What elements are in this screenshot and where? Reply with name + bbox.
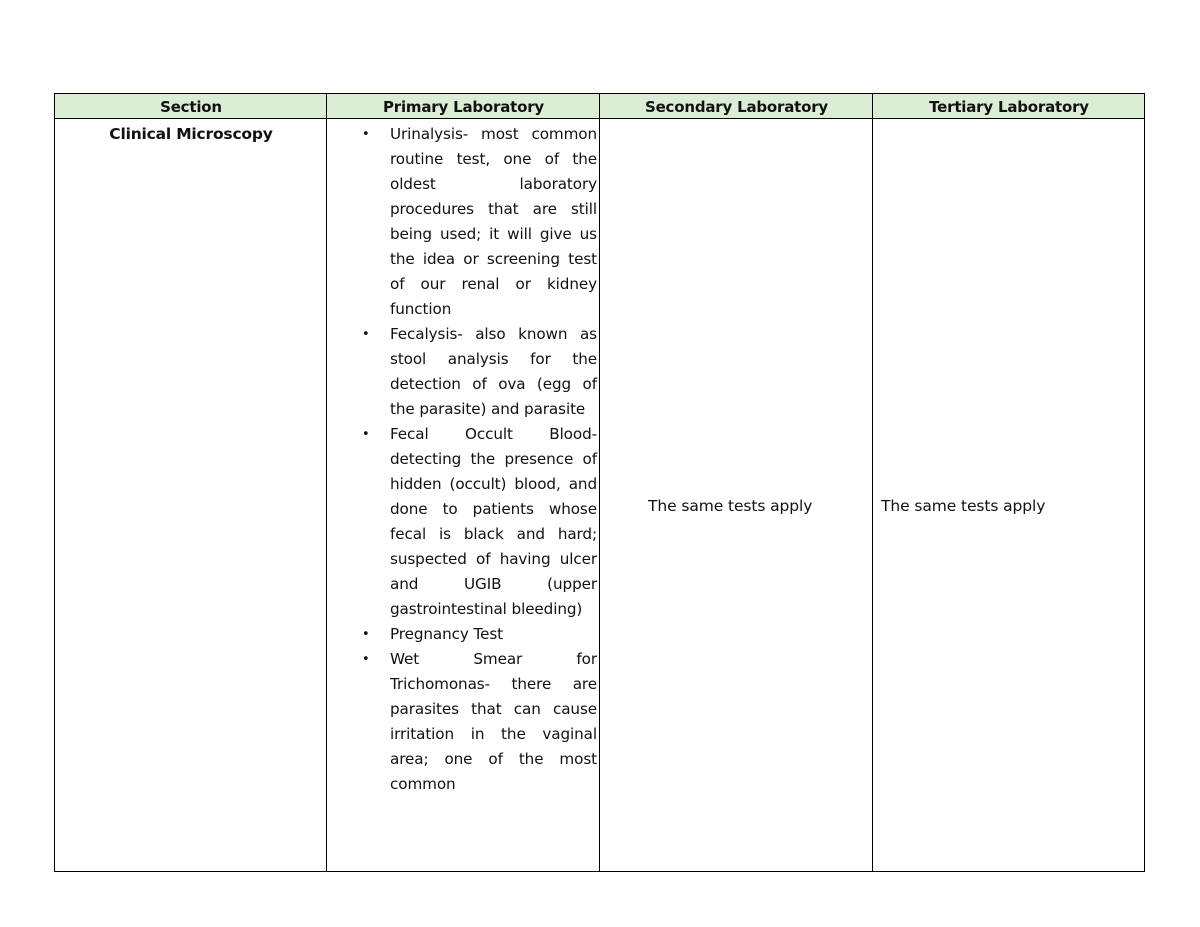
list-item: • Wet Smear for Trichomonas- there are parasites that can cause irritation in the vaginal area; one of the most common [360, 647, 597, 797]
header-section: Section [160, 98, 222, 116]
header-tertiary-laboratory: Tertiary Laboratory [929, 98, 1089, 116]
column-divider [872, 94, 873, 871]
laboratory-table [54, 93, 1145, 872]
list-item: • Fecalysis- also known as stool analysis for the detection of ova (egg of the parasite) and parasite [360, 322, 597, 422]
primary-laboratory-list [360, 122, 597, 797]
secondary-laboratory-cell: The same tests apply [648, 497, 813, 515]
list-item: • Pregnancy Test [360, 622, 597, 647]
header-primary-laboratory: Primary Laboratory [383, 98, 544, 116]
list-item: • Urinalysis- most common routine test, one of the oldest laboratory procedures that are still being used; it will give us the idea or screening test of our renal or kidney function [360, 122, 597, 322]
list-item: • Fecal Occult Blood- detecting the presence of hidden (occult) blood, and done to patients whose fecal is black and hard; suspected of having ulcer and UGIB (upper gastrointestinal bleeding) [360, 422, 597, 622]
column-divider [599, 94, 600, 871]
tertiary-laboratory-cell: The same tests apply [881, 497, 1046, 515]
column-divider [326, 94, 327, 871]
section-cell: Clinical Microscopy [109, 125, 273, 143]
header-secondary-laboratory: Secondary Laboratory [644, 98, 828, 116]
